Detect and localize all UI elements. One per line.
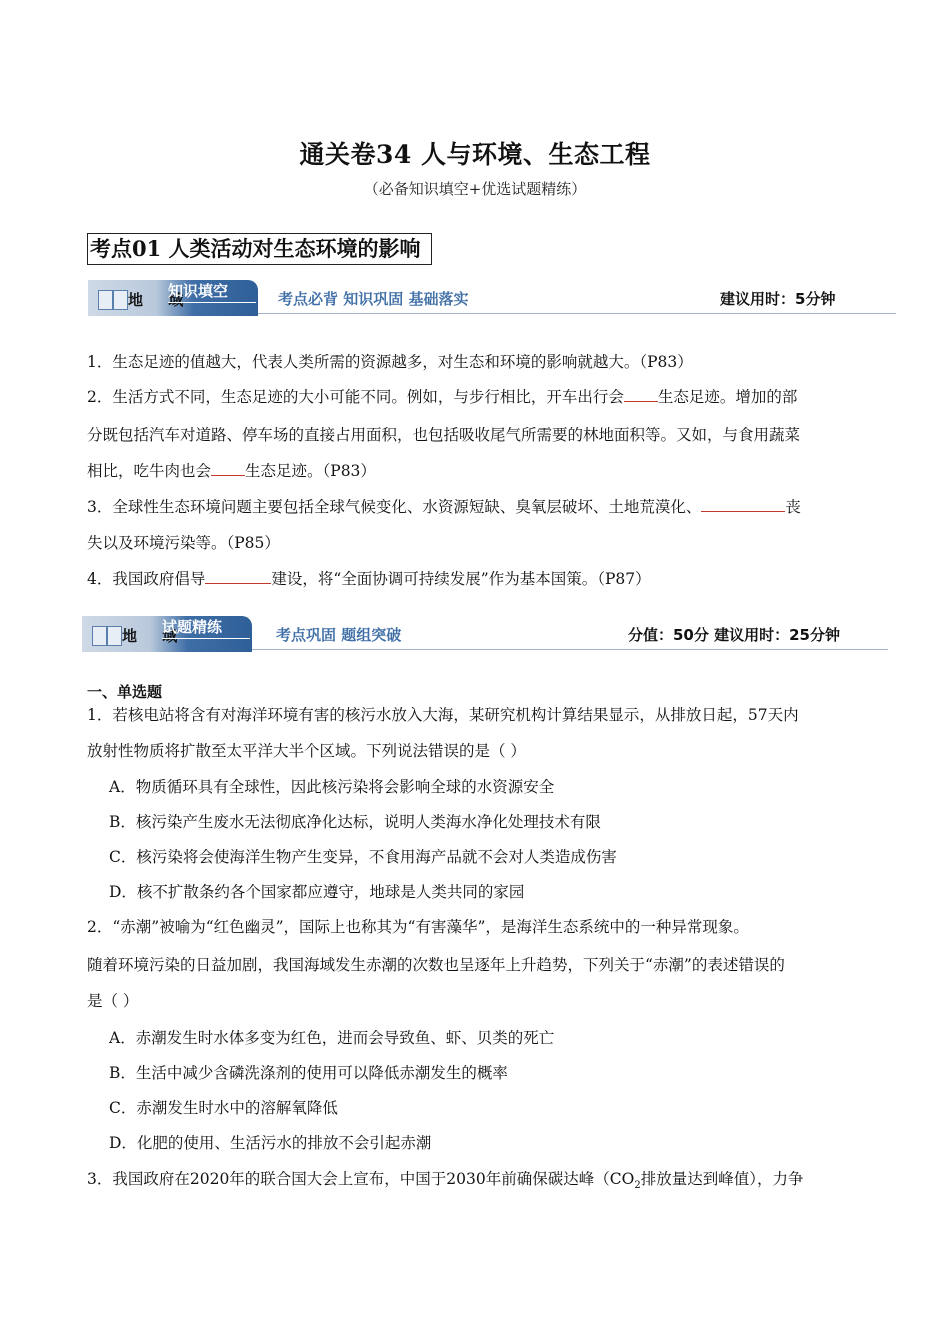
question-2-option-a[interactable]: A．赤潮发生时水体多变为红色，进而会导致鱼、虾、贝类的死亡 [109,1029,555,1047]
banner-rule [252,649,888,650]
question-1-option-b[interactable]: B．核污染产生废水无法彻底净化达标，说明人类海水净化处理技术有限 [109,813,601,831]
topic-heading: 考点01 人类活动对生态环境的影响 [87,233,432,265]
banner-tab-label: 知识填空 [168,282,229,300]
practice-banner [82,616,888,652]
fill-question-2-line-1 [87,379,867,415]
answer-blank[interactable] [624,383,658,402]
question-2-line-3: 是（ ） [87,992,139,1010]
text: 生态足迹。增加的部 [657,388,798,406]
question-1-option-c[interactable]: C．核污染将会使海洋生物产生变异，不食用海产品就不会对人类造成伤害 [109,848,617,866]
text: 建设，将“全面协调可持续发展”作为基本国策。（P87） [271,570,651,588]
question-2-line-2: 随着环境污染的日益加剧，我国海域发生赤潮的次数也呈逐年上升趋势，下列关于“赤潮”的表述错误的 [87,956,785,974]
subscript: 2 [634,1180,641,1192]
question-2-line-1: 2．“赤潮”被喻为“红色幽灵”，国际上也称其为“有害藻华”，是海洋生态系统中的一种异常现象。 [87,918,749,936]
question-2-option-c[interactable]: C．赤潮发生时水中的溶解氧降低 [109,1099,338,1117]
page-subtitle: （必备知识填空+优选试题精练） [363,180,587,198]
fill-question-1: 1．生态足迹的值越大，代表人类所需的资源越多，对生态和环境的影响就越大。（P83） [87,353,693,371]
text: 丧 [785,498,801,516]
text: 生态足迹。（P83） [245,462,376,480]
fill-question-2-line-3 [87,453,867,489]
banner-tab-underline [162,638,250,639]
text: 3．全球性生态环境问题主要包括全球气候变化、水资源短缺、臭氧层破坏、土地荒漠化、 [87,498,702,516]
text: 4．我国政府倡导 [87,570,206,588]
question-1-option-d[interactable]: D．核不扩散条约各个国家都应遵守，地球是人类共同的家园 [109,883,525,901]
banner-slogan: 考点必背 知识巩固 基础落实 [278,290,469,308]
banner-slogan: 考点巩固 题组突破 [276,626,402,644]
banner-subject: 地 域 [128,291,194,309]
answer-blank[interactable] [205,565,271,584]
fill-question-4 [87,561,867,597]
banner-tab-label: 试题精练 [162,618,223,636]
question-1-line-1: 1．若核电站将含有对海洋环境有害的核污水放入大海，某研究机构计算结果显示，从排放日起，57天内 [87,706,799,724]
page-title: 通关卷34 人与环境、生态工程 [299,140,651,169]
question-2-option-b[interactable]: B．生活中减少含磷洗涤剂的使用可以降低赤潮发生的概率 [109,1064,508,1082]
text: 相比，吃牛肉也会 [87,462,212,480]
banner-time: 建议用时：5分钟 [720,290,836,308]
text: 排放量达到峰值），力争 [640,1170,804,1188]
book-icon [92,626,122,646]
banner-rule [258,313,896,314]
fill-question-3-line-1 [87,489,867,525]
answer-blank[interactable] [701,493,785,512]
knowledge-fill-banner [88,280,896,316]
question-1-line-2: 放射性物质将扩散至太平洋大半个区域。下列说法错误的是（ ） [87,742,526,760]
question-3-line-1 [87,1161,867,1204]
text: 3．我国政府在2020年的联合国大会上宣布，中国于2030年前确保碳达峰（CO [87,1170,635,1188]
text: 2．生活方式不同，生态足迹的大小可能不同。例如，与步行相比，开车出行会 [87,388,624,406]
banner-score-time: 分值：50分 建议用时：25分钟 [628,626,840,644]
fill-question-2-line-2: 分既包括汽车对道路、停车场的直接占用面积，也包括吸收尾气所需要的林地面积等。又如，与食用蔬菜 [87,426,801,444]
answer-blank[interactable] [211,457,245,476]
section-heading: 一、单选题 [87,683,163,701]
question-2-option-d[interactable]: D．化肥的使用、生活污水的排放不会引起赤潮 [109,1134,432,1152]
fill-question-3-line-2: 失以及环境污染等。（P85） [87,534,280,552]
book-icon [98,290,128,310]
banner-tab-underline [168,302,256,303]
banner-subject: 地 域 [122,627,188,645]
question-1-option-a[interactable]: A．物质循环具有全球性，因此核污染将会影响全球的水资源安全 [109,778,555,796]
